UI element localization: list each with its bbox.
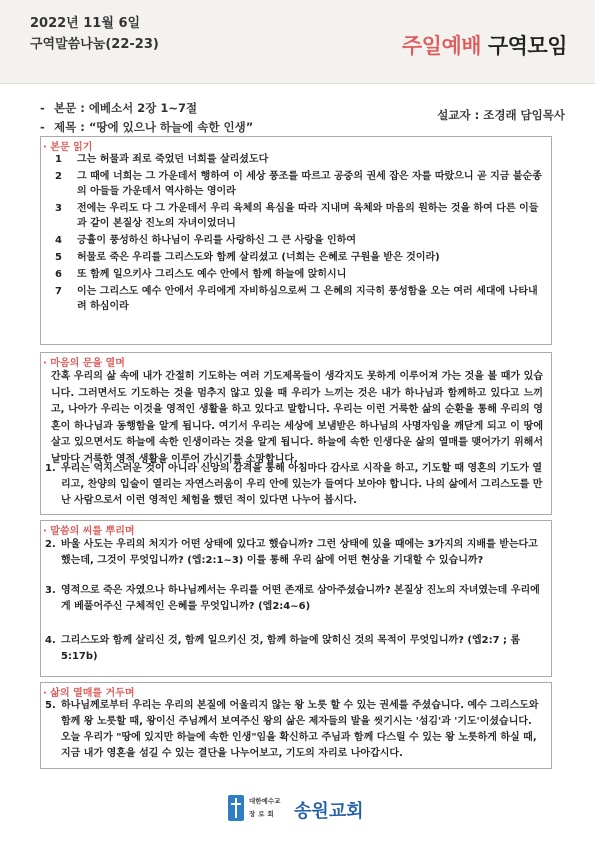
verse-text: 또 함께 일으키사 그리스도 예수 안에서 함께 하늘에 앉히시니 (77, 269, 347, 280)
opening-paragraph: 간혹 우리의 삶 속에 내가 간절히 기도하는 여러 기도제목들이 생각지도 못하게 이루어져 가는 것을 볼 때가 있습니다. 그러면서도 기도하는 것을 멈추지 않고 있을 때 우리가 느끼는 것은 내가 하나님과 함께하고 있다고 느끼고, 나아가 우리는 이것을 영적인 생활을 하고 있다고 말합니다. 우리는 이런 거룩한 삶의 순환을 통해 우리의 영혼이 하나님과 동행함을 알게 됩니다. 여기서 우리는 세상에 보냄받은 하나님의 사명자임을 깨닫게 되고 이 땅에 살고 있으면서도 하늘에 속한 인생이라는 것을 알게 됩니다. 하늘에 속한 인생다운 삶의 열매를 맺어가기 위해서 날마다 거룩한 영적 생활을 이루어 가시기를 소망합니다. (51, 371, 543, 465)
preacher: 설교자 : 조경래 담임목사 (437, 108, 565, 122)
church-name: 송원교회 (294, 801, 364, 822)
seed-section (40, 520, 552, 677)
cross-icon (228, 795, 244, 821)
question-text: 그리스도와 함께 살리신 것, 함께 일으키신 것, 함께 하늘에 앉히신 것의 목적이 무엇입니까? (엡2:7 ; 롬5:17b) (61, 635, 521, 662)
logo-denomination: 대한예수교 (249, 797, 281, 805)
question-text: 바울 사도는 우리의 처지가 어떤 상태에 있다고 했습니까? 그런 상태에 있을 때에는 3가지의 지배를 받는다고 했는데, 그것이 무엇입니까? (엡:2:1~3) 이를 통해 우리 삶에 어떤 현상을 기대할 수 있습니까? (61, 539, 538, 566)
reading-section (40, 136, 552, 345)
page-title (402, 30, 567, 60)
verse-number: 6 (55, 269, 62, 280)
scripture-line (40, 100, 197, 116)
verse-number: 4 (55, 235, 62, 246)
verse-number: 1 (55, 154, 62, 165)
verse-text: 허물로 죽은 우리를 그리스도와 함께 살리셨고 (너희는 은혜로 구원을 받은 것이라) (77, 252, 440, 263)
question-item (45, 537, 543, 569)
question-number: 2. (45, 539, 56, 550)
verse-number: 7 (55, 286, 62, 297)
title-accent: 주일예배 (401, 34, 482, 58)
question-text: 영적으로 죽은 자였으나 하나님께서는 우리를 어떤 존재로 삼아주셨습니까? 본질상 진노의 자녀였는데 우리에게 베풀어주신 구체적인 은혜를 무엇입니까? (엡2:4~6) (61, 585, 540, 612)
section-label-reading: · 본문 읽기 (43, 142, 93, 153)
section-label-opening: · 마음의 문을 열며 (43, 358, 125, 369)
verse (55, 251, 543, 266)
verse (55, 202, 543, 231)
bullet-dash: - (40, 101, 45, 115)
question-text: 하나님께로부터 우리는 우리의 본질에 어울리지 않는 왕 노릇 할 수 있는 권세를 주셨습니다. 예수 그리스도와 함께 왕 노릇할 때, 왕이신 주님께서 보여주신 왕의 삶은 제자들의 발을 씻기시는 '섬김'과 '기도'이셨습니다. 오늘 우리가 "땅에 있지만 하늘에 속한 인생"임을 확신하고 주님과 함께 다스릴 수 있는 왕 노릇하게 하실 때, 지금 내가 영혼을 섬길 수 있는 결단을 나누어보고, 기도의 자리로 나아갑시다. (61, 700, 539, 759)
verse (55, 268, 543, 283)
sermon-title-text: 제목 : “땅에 있으나 하늘에 속한 인생” (54, 120, 254, 134)
question-item (45, 633, 543, 665)
verse (55, 170, 543, 199)
question-item (45, 583, 543, 615)
fruit-section (40, 682, 552, 769)
page-header (0, 0, 595, 84)
section-label-fruit: · 삶의 열매를 거두며 (43, 688, 135, 699)
question-item (45, 698, 543, 762)
group-subtitle: 구역말씀나눔(22-23) (30, 37, 159, 52)
title-rest: 구역모임 (487, 34, 567, 58)
bullet-dash: - (40, 120, 45, 134)
verse-text: 전에는 우리도 다 그 가운데서 우리 육체의 욕심을 따라 지내며 육체와 마음의 원하는 것을 하여 다른 이들과 같이 본질상 진노의 자녀이었더니 (77, 203, 539, 229)
verse-text: 이는 그리스도 예수 안에서 우리에게 자비하심으로써 그 은혜의 지극히 풍성함을 오는 여러 세대에 나타내려 하심이라 (77, 286, 538, 312)
section-label-seed: · 말씀의 씨를 뿌리며 (43, 526, 135, 537)
scripture-text: 본문 : 에베소서 2장 1~7절 (54, 101, 198, 115)
verse (55, 234, 543, 249)
question-number: 1. (45, 463, 56, 474)
verse-text: 긍휼이 풍성하신 하나님이 우리를 사랑하신 그 큰 사랑을 인하여 (77, 235, 357, 246)
question-number: 5. (45, 700, 56, 711)
church-logo (228, 795, 378, 823)
verse-text: 그 때에 너희는 그 가운데서 행하여 이 세상 풍조를 따르고 공중의 권세 잡은 자를 따랐으니 곧 지금 불순종의 아들들 가운데서 역사하는 영이라 (77, 171, 542, 197)
logo-presbyterian: 장로회 (249, 810, 277, 818)
verse (55, 153, 543, 168)
question-number: 3. (45, 585, 56, 596)
opening-section (40, 352, 552, 515)
verse-number: 3 (55, 203, 62, 214)
question-number: 4. (45, 635, 56, 646)
verse-number: 2 (55, 171, 62, 182)
question-item (45, 461, 543, 509)
sermon-title-line (40, 119, 253, 135)
verse-number: 5 (55, 252, 62, 263)
verse-text: 그는 허물과 죄로 죽었던 너희를 살리셨도다 (77, 154, 269, 165)
verse (55, 285, 543, 314)
question-text: 우리는 억지스러운 것이 아니라 신앙의 감격을 통해 아침마다 감사로 시작을 하고, 기도할 때 영혼의 기도가 열리고, 찬양의 입술이 열리는 자연스러움이 우리 안에 있는가 들여다 보아야 합니다. 나의 삶에서 그리스도를 만난 사람으로서 이런 영적인 체험을 했던 적이 있다면 나누어 봅시다. (61, 463, 543, 506)
date: 2022년 11월 6일 (30, 16, 141, 31)
